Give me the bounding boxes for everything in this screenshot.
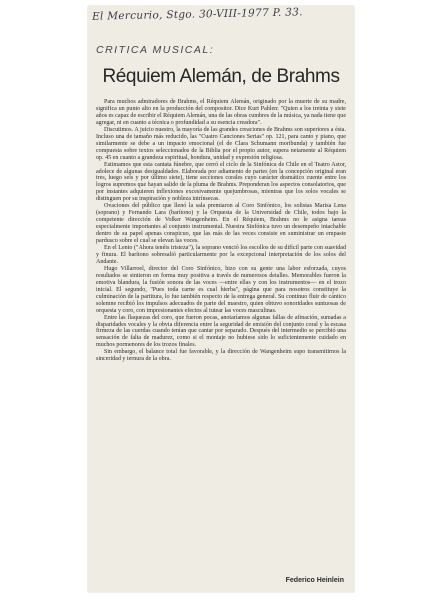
section-label: CRITICA MUSICAL: [96,44,215,56]
handwritten-source-note: El Mercurio, Stgo. 30-VIII-1977 P. 33. [91,6,303,23]
article-paragraph: Entre las flaquezas del coro, que fueron pocas, anotaríamos algunas fallas de afinación, sumadas a disparidades vocales y la obvia diferencia entre la seguridad de emisión del conjunto coral y la escasa firmeza de las cuerdas cuando tenían que cantar por separado. Después del intermedio se percibió una sensación de falta de madurez, como si el montaje no hubiese sido lo suficientemente cuidado en muchos pormenores de los trozos finales. [96,314,346,349]
article-paragraph: Ovaciones del público que llenó la sala premiaron al Coro Sinfónico, los solistas Marisa Lena (soprano) y Fernando Lara (barítono) y la Orquesta de la Universidad de Chile, todos bajo la competente dirección de Volker Wangenheim. En el Réquiem, Brahms no le asigna tareas especialmente importantes al conjunto instrumental. Nuestra Sinfónica tuvo un desempeño intachable dentro de su papel apenas conspicuo, que las más de las veces consiste en suministrar un empaste pardusco sobre el cual se elevan las voces. [96,203,346,245]
author-byline: Federico Heinlein [285,577,344,584]
article-paragraph: Para muchos admiradores de Brahms, el Réquiem Alemán, originado por la muerte de su madre, significa un punto alto en la producción del compositor. Dice Kurt Pahlen: "Quien a los treinta y siete años es capaz de escribir el Réquiem Alemán, una de las obras cumbres de la música, ya nada tiene que agregar, ni en cuanto a técnica o profundidad a su esencia creadora". [96,99,347,126]
article-paragraph: Hugo Villarroel, director del Coro Sinfónico, hizo con su gente una labor esforzada, cuyos resultados se sintieron en forma muy positiva a través de numerosos detalles. Memorables fueron la emotiva blandura, la fusión sonora de las voces —entre ellas y con los instrumentos— en el trozo inicial. El segundo, "Pues toda carne es cual hierba", página que para nosotros constituye la culminación de la partitura, lo fue también respecto de la entrega general. Su continuo fluir de cántico solemne recibió los impulsos adecuados de parte del maestro, quien obtuvo sonoridades suntuosas de orquesta y coro, con impresionantes efectos al tutear las voces masculinas. [96,265,346,314]
article-paragraph: Estimamos que esta cantata fúnebre, que cerró el ciclo de la Sinfónica de Chile en el Teatro Astor, adolece de algunas desigualdades. Elaborada por adiamento de partes (en la concepción original eran tres, luego seis y por último siete), tiene secciones corales cuyo carácter dramático cuente entre los logros supremos que hayan salido de la pluma de Brahms. Preponderan los aspectos consolatorios, que por instantes adquieren inflexiones excesivamente quejumbrosas, mientras que los solos vocales se distinguen por su inspiración y nobleza intrínsecas. [96,161,346,203]
article-body [96,99,346,363]
newspaper-clipping [88,6,354,592]
article-paragraph: En el Lento ("Ahora tenéis tristeza"), la soprano venció los escollos de su difícil parte con suavidad y finura. El barítono sobresalió particularmente por la excepcional interpretación de los solos del Andante. [96,245,346,265]
article-paragraph: Discutimos. A juicio nuestro, la mayoría de las grandes creaciones de Brahms son superiores a ésta. Incluso una de tamaño más reducido, las "Cuatro Canciones Serias" op. 121, para canto y piano, que similarmente se debe a un impacto emocional (el de Clara Schumann moribunda) y también fue compuesta sobre textos seleccionados de la Biblia por el propio autor, supera netamente al Réquiem op. 45 en cuanto a grandeza espiritual, hondura, unidad y expresión religiosa. [96,126,346,161]
article-headline: Réquiem Alemán, de Brahms [102,66,340,87]
article-paragraph: Sin embargo, el balance total fue favorable, y la dirección de Wangenheim supo transmitirnos la sinceridad y ternura de la obra. [96,349,346,363]
